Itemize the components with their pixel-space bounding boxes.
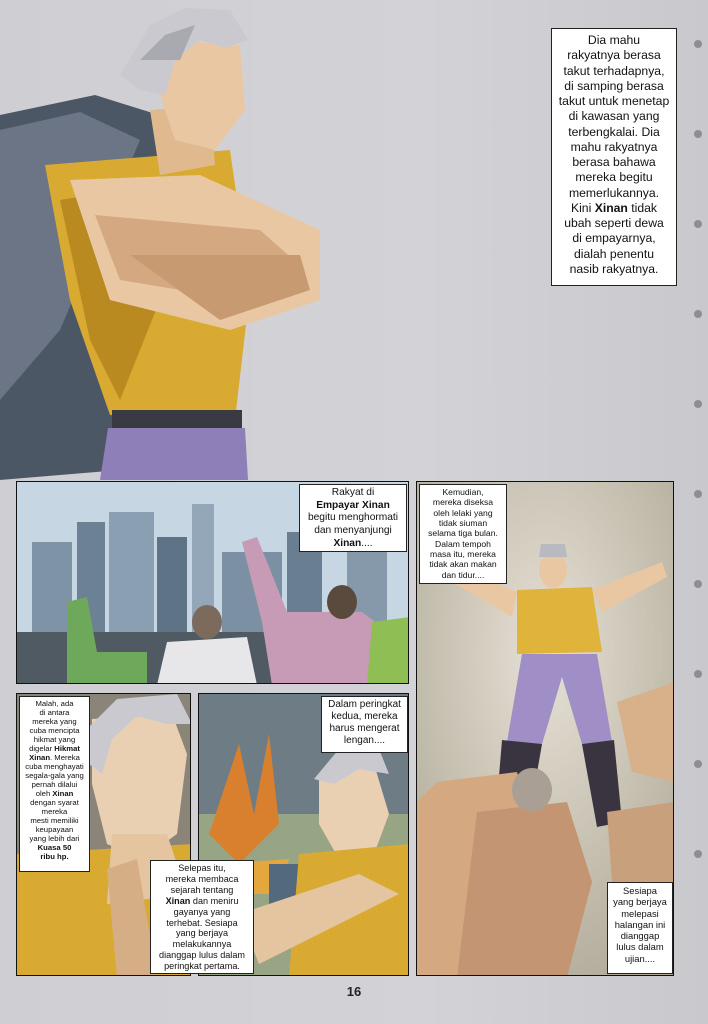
caption-line: takut untuk menetap <box>558 94 670 108</box>
caption-line: melakukannya <box>172 939 232 950</box>
caption-line: ribu hp. <box>40 852 69 861</box>
narration-caption-main <box>551 28 677 286</box>
caption-line: di kawasan yang <box>568 109 660 124</box>
caption-line: Xinan.... <box>333 537 373 549</box>
caption-line: Dalam peringkat <box>328 699 401 710</box>
caption-line: ubah seperti dewa <box>564 216 664 230</box>
caption-line: lulus dalam <box>616 941 664 953</box>
caption-line: sejarah tentang <box>170 884 234 895</box>
caption-line: hikmat yang <box>33 735 76 744</box>
caption-line: mesti memiliki <box>30 816 79 825</box>
torture-panel <box>416 481 674 976</box>
caption-line: Kuasa 50 <box>37 843 72 852</box>
caption-line: dianggap lulus dalam <box>159 950 245 961</box>
caption-line: begitu menghormati <box>307 512 399 524</box>
narration-caption-city <box>299 484 407 552</box>
caption-line: dan menyanjungi <box>314 524 392 536</box>
caption-line: terhebat. Sesiapa <box>166 917 238 928</box>
caption-line: tidak siuman <box>438 517 488 528</box>
caption-line: Xinan dan meniru <box>165 895 239 906</box>
caption-line: harus mengerat <box>329 723 400 734</box>
caption-line: Dia mahu <box>587 33 641 47</box>
narration-caption-hikmat <box>19 696 90 872</box>
caption-line: oleh lelaki yang <box>433 507 493 518</box>
caption-line: Rakyat di <box>331 487 375 498</box>
caption-line: dianggap <box>620 930 660 942</box>
caption-line: masa itu, mereka <box>430 548 496 559</box>
narration-caption-stage-two <box>321 696 408 753</box>
caption-line: dengan syarat <box>30 798 79 807</box>
caption-line: Kini Xinan tidak <box>570 200 658 215</box>
caption-line: mereka membaca <box>165 873 239 884</box>
caption-line: cuba mencipta <box>29 726 80 735</box>
caption-line: di samping berasa <box>564 78 664 93</box>
caption-line: mahu rakyatnya <box>570 139 658 154</box>
caption-line: peringkat pertama. <box>164 961 240 972</box>
caption-line: segala-gala yang <box>25 771 84 780</box>
caption-line: yang berjaya <box>613 896 667 908</box>
caption-line: digelar Hikmat <box>29 744 80 753</box>
caption-line: yang berjaya <box>175 928 229 939</box>
narration-caption-stage-one <box>150 860 254 974</box>
city-crowd-panel <box>16 481 409 684</box>
caption-line: oleh Xinan <box>35 789 74 798</box>
caption-line: Xinan. Mereka <box>29 753 80 762</box>
page-number: 16 <box>346 984 362 999</box>
caption-line: memerlukannya. <box>568 185 660 200</box>
caption-line: berasa bahawa <box>572 155 656 169</box>
caption-line: gayanya yang <box>173 906 231 917</box>
caption-line: mereka yang <box>32 717 77 726</box>
caption-line: Sesiapa <box>623 885 657 896</box>
caption-line: Dalam tempoh <box>435 538 491 549</box>
caption-line: melepasi <box>621 907 659 919</box>
caption-line: dan tidur.... <box>441 569 485 580</box>
caption-line: dialah penentu <box>574 246 654 261</box>
caption-line: di empayarnya, <box>572 231 656 246</box>
caption-line: kedua, mereka <box>331 711 398 722</box>
caption-line: selama tiga bulan. <box>428 528 498 539</box>
caption-line: di antara <box>39 708 70 717</box>
caption-line: keupayaan <box>35 825 74 834</box>
caption-line: terbengkalai. Dia <box>568 124 660 139</box>
caption-line: cuba menghayati <box>25 762 84 771</box>
caption-line: yang lebih dari <box>29 834 80 843</box>
caption-line: pernah dilalui <box>31 780 78 789</box>
caption-line: mereka <box>41 807 68 816</box>
caption-line: tidak akan makan <box>429 559 497 570</box>
caption-line: mereka diseksa <box>432 497 494 508</box>
caption-line: Empayar Xinan <box>316 499 390 511</box>
caption-line: nasib rakyatnya. <box>569 261 659 276</box>
caption-line: mereka begitu <box>575 170 653 185</box>
caption-line: rakyatnya berasa <box>567 48 661 63</box>
caption-line: takut terhadapnya, <box>563 63 665 78</box>
narration-caption-test <box>607 882 673 974</box>
hero-panel <box>0 0 708 480</box>
caption-line: ujian.... <box>624 952 656 964</box>
caption-line: Kemudian, <box>442 487 484 497</box>
caption-line: Malah, ada <box>35 699 74 708</box>
caption-line: halangan ini <box>614 918 666 930</box>
narration-caption-torture <box>419 484 507 584</box>
caption-line: Selepas itu, <box>178 863 226 873</box>
caption-line: lengan.... <box>343 735 386 746</box>
